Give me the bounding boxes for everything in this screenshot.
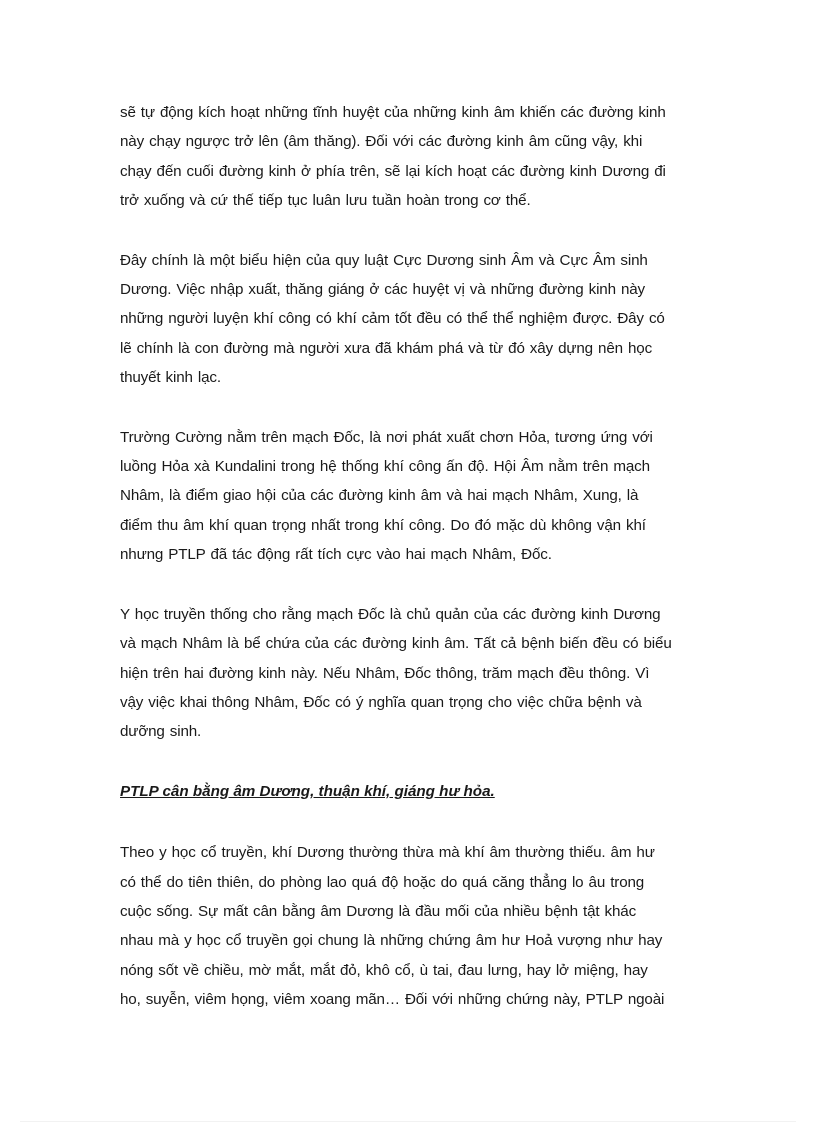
document-body bbox=[120, 98, 710, 1045]
text-line: nóng sốt về chiều, mờ mắt, mắt đỏ, khô cổ, ù tai, đau lưng, hay lở miệng, hay bbox=[120, 961, 648, 979]
text-line: và mạch Nhâm là bể chứa của các đường kinh âm. Tất cả bệnh biến đều có biểu bbox=[120, 635, 672, 653]
section-heading: PTLP cân bằng âm Dương, thuận khí, giáng hư hỏa. bbox=[120, 782, 495, 800]
text-line: có thể do tiên thiên, do phòng lao quá độ hoặc do quá căng thẳng lo âu trong bbox=[120, 873, 645, 891]
paragraph-4 bbox=[120, 600, 710, 747]
text-line: điểm thu âm khí quan trọng nhất trong khí công. Do đó mặc dù không vận khí bbox=[120, 516, 646, 534]
text-line: này chạy ngược trở lên (âm thăng). Đối với các đường kinh âm cũng vậy, khi bbox=[120, 133, 643, 151]
page-bottom-divider bbox=[20, 1121, 796, 1122]
text-line: ho, suyễn, viêm họng, viêm xoang mãn… Đối với những chứng này, PTLP ngoài bbox=[120, 991, 665, 1009]
text-line: nhưng PTLP đã tác động rất tích cực vào hai mạch Nhâm, Đốc. bbox=[120, 546, 552, 564]
text-line: Nhâm, là điểm giao hội của các đường kinh âm và hai mạch Nhâm, Xung, là bbox=[120, 487, 639, 505]
text-line: dưỡng sinh. bbox=[120, 723, 202, 741]
text-line: Đây chính là một biểu hiện của quy luật Cực Dương sinh Âm và Cực Âm sinh bbox=[120, 251, 648, 269]
text-line: cuộc sống. Sự mất cân bằng âm Dương là đầu mối của nhiều bệnh tật khác bbox=[120, 902, 637, 920]
text-line: nhau mà y học cổ truyền gọi chung là những chứng âm hư Hoả vượng như hay bbox=[120, 932, 663, 950]
text-line: lẽ chính là con đường mà người xưa đã khám phá và từ đó xây dựng nên học bbox=[120, 339, 653, 357]
text-line: vậy việc khai thông Nhâm, Đốc có ý nghĩa quan trọng cho việc chữa bệnh và bbox=[120, 693, 642, 711]
text-line: thuyết kinh lạc. bbox=[120, 369, 221, 387]
text-line: hiện trên hai đường kinh này. Nếu Nhâm, Đốc thông, trăm mạch đều thông. Vì bbox=[120, 664, 650, 682]
text-line: Y học truyền thống cho rằng mạch Đốc là chủ quản của các đường kinh Dương bbox=[120, 605, 661, 623]
paragraph-1 bbox=[120, 98, 710, 216]
text-line: trở xuống và cứ thế tiếp tục luân lưu tuần hoàn trong cơ thể. bbox=[120, 192, 531, 210]
paragraph-3 bbox=[120, 423, 710, 570]
text-line: Trường Cường nằm trên mạch Đốc, là nơi phát xuất chơn Hỏa, tương ứng với bbox=[120, 428, 653, 446]
text-line: những người luyện khí công có khí cảm tốt đều có thể thể nghiệm được. Đây có bbox=[120, 310, 665, 328]
text-line: chạy đến cuối đường kinh ở phía trên, sẽ lại kích hoạt các đường kinh Dương đi bbox=[120, 162, 666, 180]
text-line: sẽ tự động kích hoạt những tĩnh huyệt của những kinh âm khiến các đường kinh bbox=[120, 104, 666, 121]
text-line: Dương. Việc nhập xuất, thăng giáng ở các huyệt vị và những đường kinh này bbox=[120, 281, 646, 299]
text-line: luồng Hỏa xà Kundalini trong hệ thống khí công ấn độ. Hội Âm nằm trên mạch bbox=[120, 458, 650, 476]
paragraph-5 bbox=[120, 838, 710, 1014]
paragraph-2 bbox=[120, 246, 710, 393]
text-line: Theo y học cổ truyền, khí Dương thường thừa mà khí âm thường thiếu. âm hư bbox=[120, 844, 655, 862]
